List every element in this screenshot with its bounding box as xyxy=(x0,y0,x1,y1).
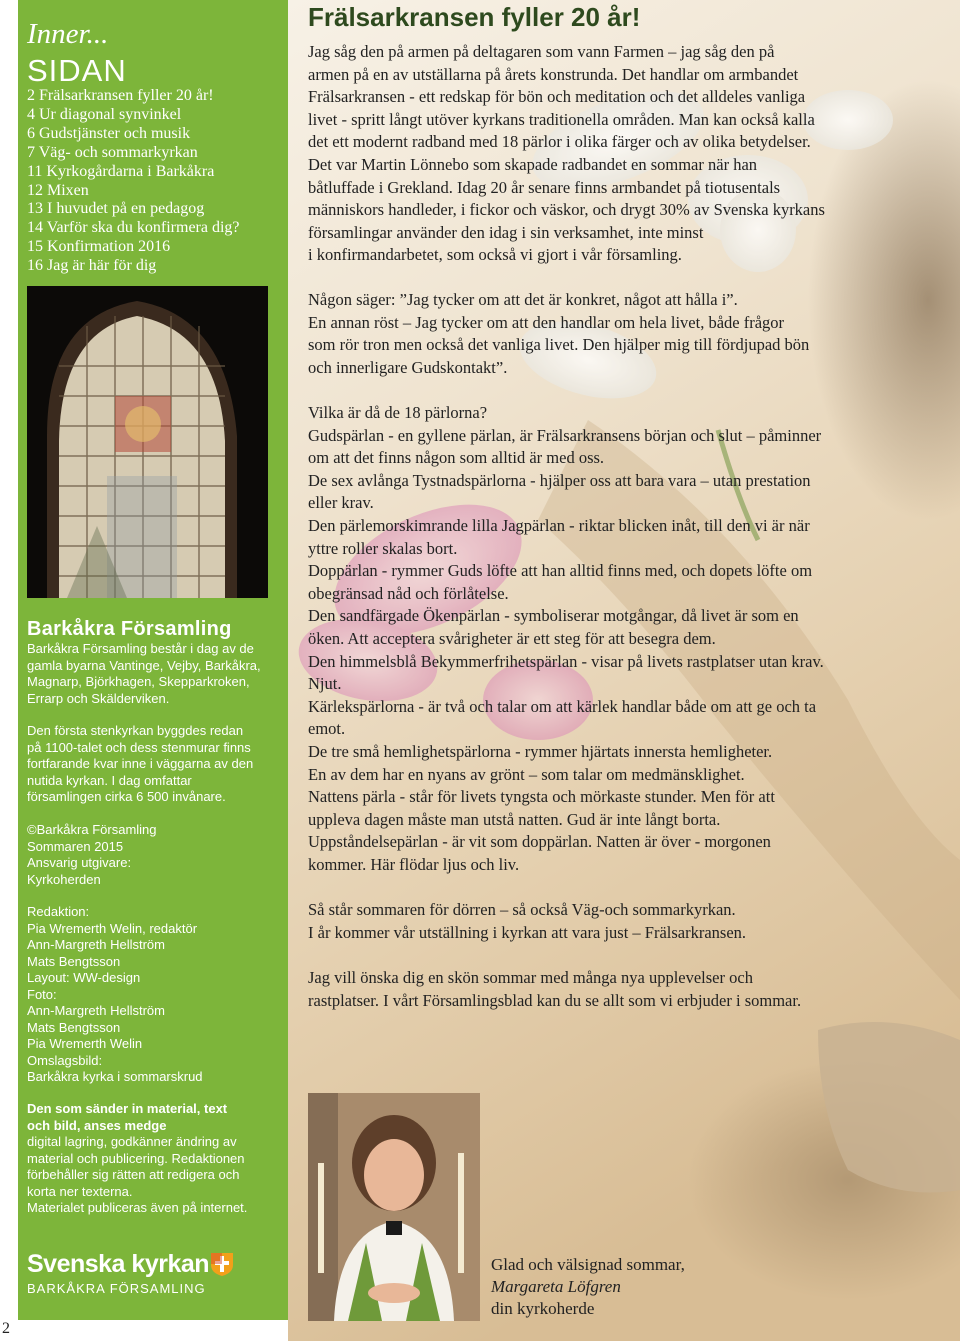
text-line: Layout: WW-design xyxy=(27,970,141,985)
signoff-name: Margareta Löfgren xyxy=(491,1277,621,1296)
pastor-portrait xyxy=(308,1093,480,1321)
text-line: Jag vill önska dig en skön sommar med många nya upplevelser och xyxy=(308,968,753,987)
signoff xyxy=(491,1254,685,1320)
text-line: fortfarande kvar inne i väggarna av den xyxy=(27,756,254,771)
text-line: En av dem har en nyans av grönt – som talar om medmänsklighet. xyxy=(308,764,745,784)
text-line: Mats Bengtsson xyxy=(27,1019,121,1035)
text-line: rastplatser. I vårt Församlingsblad kan du se allt som vi erbjuder i sommar. xyxy=(308,990,802,1010)
text-line: Kärlekspärlorna - är två och talar om att kärlek handlar både om att ge och ta xyxy=(308,696,817,716)
signoff-greeting: Glad och välsignad sommar, xyxy=(491,1255,685,1274)
text-line: Den som sänder in material, text xyxy=(27,1101,228,1116)
text-line: och innerligare Gudskontakt”. xyxy=(308,357,508,377)
text-line: i konfirmandarbetet, som också vi gjort i vår församling. xyxy=(308,245,682,265)
toc-item[interactable]: 7 Väg- och sommarkyrkan xyxy=(27,143,198,161)
copyright-info xyxy=(27,822,279,888)
toc-item[interactable]: 2 Frälsarkransen fyller 20 år! xyxy=(27,87,214,104)
text-line: förbehåller sig rätten att redigera och xyxy=(27,1167,240,1182)
credits xyxy=(27,904,279,1086)
toc-item[interactable]: 6 Gudstjänster och musik xyxy=(27,124,191,142)
church-history xyxy=(27,723,279,806)
text-line: Ann-Margreth Hellström xyxy=(27,937,165,952)
text-line: I år kommer vår utställning i kyrkan att vara just – Frälsarkransen. xyxy=(308,922,747,942)
text-line: Så står sommaren för dörren – så också Väg-och sommarkyrkan. xyxy=(308,900,736,919)
text-line: De tre små hemlighetspärlorna - rymmer hjärtats innersta hemligheter. xyxy=(308,741,773,761)
text-line: material och publicering. Redaktionen xyxy=(27,1150,245,1166)
text-line: Pia Wremerth Welin xyxy=(27,1036,143,1051)
text-line: Det var Martin Lönnebo som skapade radbandet en sommar när han xyxy=(308,154,758,174)
text-line: om att det finns någon som alltid är med oss. xyxy=(308,448,605,468)
church-window-photo xyxy=(27,286,268,598)
text-line: ©Barkåkra Församling xyxy=(27,822,157,837)
text-line: yttre roller skalas bort. xyxy=(308,538,458,558)
text-line: det ett modernt radband med 18 pärlor i olika färger och av olika betydelser. xyxy=(308,132,811,152)
text-line: eller krav. xyxy=(308,493,374,513)
text-line: gamla byarna Vantinge, Vejby, Barkåkra, xyxy=(27,657,261,673)
text-line: Ann-Margreth Hellström xyxy=(27,1003,165,1018)
text-line: Njut. xyxy=(308,674,342,694)
sidan-title: SIDAN xyxy=(27,53,127,88)
text-line: korta ner texterna. xyxy=(27,1183,133,1199)
page-number: 2 xyxy=(2,1320,10,1337)
text-line: emot. xyxy=(308,719,346,739)
text-line: uppleva dagen måste man utstå natten. Gud är inte långt borta. xyxy=(308,809,721,829)
crest-icon xyxy=(209,1251,235,1277)
parish-description xyxy=(27,641,279,707)
text-line: Pia Wremerth Welin, redaktör xyxy=(27,920,198,936)
text-line: livet - spritt långt utöver kyrkans traditionella områden. Man kan också kalla xyxy=(308,109,815,129)
toc-item[interactable]: 4 Ur diagonal synvinkel xyxy=(27,105,182,123)
text-line: armen på en av utställarna på årets konstrunda. Det handlar om armbandet xyxy=(308,64,799,84)
text-line: nutida kyrkan. I dag omfattar xyxy=(27,772,192,788)
text-line: på 1100-talet och dess stenmurar finns xyxy=(27,739,251,755)
toc-item[interactable]: 12 Mixen xyxy=(27,181,89,199)
text-line: Frälsarkransen - ett redskap för bön och meditation och det alldeles vanliga xyxy=(308,87,806,107)
text-line: digital lagring, godkänner ändring av xyxy=(27,1134,237,1149)
article-paragraph xyxy=(308,289,908,379)
text-line: Barkåkra Församling består i dag av de xyxy=(27,641,254,656)
sidebar xyxy=(18,0,288,1320)
text-line: Materialet publiceras även på internet. xyxy=(27,1200,248,1215)
text-line: Den första stenkyrkan byggdes redan xyxy=(27,723,244,738)
text-line: båtluffade i Grekland. Idag 20 år senare finns armbandet på tiotusentals xyxy=(308,177,781,197)
toc-item[interactable]: 11 Kyrkogårdarna i Barkåkra xyxy=(27,162,215,180)
text-line: människors handleder, i fickor och väskor, och drygt 30% av Svenska kyrkans xyxy=(308,200,825,220)
svenska-kyrkan-logo xyxy=(27,1250,257,1300)
text-line: De sex avlånga Tystnadspärlorna - hjälper oss att bara vara – utan prestation xyxy=(308,470,811,490)
text-line: Errarp och Skälderviken. xyxy=(27,690,170,706)
parish-title: Barkåkra Församling xyxy=(27,618,232,640)
text-line: Magnarp, Björkhagen, Skepparkroken, xyxy=(27,674,250,689)
logo-name: Svenska kyrkan xyxy=(27,1250,210,1278)
article-title: Frälsarkransen fyller 20 år! xyxy=(308,2,641,32)
text-line: Omslagsbild: xyxy=(27,1052,103,1068)
text-line: Sommaren 2015 xyxy=(27,838,124,854)
toc-item[interactable]: 15 Konfirmation 2016 xyxy=(27,238,171,256)
text-line: Den himmelsblå Bekymmerfrihetspärlan - visar på livets rastplatser utan krav. xyxy=(308,651,824,671)
text-line: Jag såg den på armen på deltagaren som vann Farmen – jag såg den på xyxy=(308,42,775,61)
text-line: Kyrkoherden xyxy=(27,871,101,887)
article-paragraph xyxy=(308,41,908,267)
text-line: som rör tron men också det vanliga livet. Den hjälper mig till fördjupad bön xyxy=(308,335,810,355)
text-line: Vilka är då de 18 pärlorna? xyxy=(308,403,488,422)
text-line: Gudspärlan - en gyllene pärlan, är Frälsarkransens början och slut – påminner xyxy=(308,425,822,445)
article-paragraph xyxy=(308,402,908,876)
text-line: Den sandfärgade Ökenpärlan - symboliserar motgångar, då livet är som en xyxy=(308,606,799,626)
text-line: församlingar använder den idag i sin verksamhet, inte minst xyxy=(308,222,704,242)
text-line: Någon säger: ”Jag tycker om att det är konkret, något att hålla i”. xyxy=(308,290,738,309)
text-line: Nattens pärla - står för livets tyngsta och mörkaste stunder. Men för att xyxy=(308,787,775,807)
logo-subtitle: BARKÅKRA FÖRSAMLING xyxy=(27,1281,206,1296)
toc-item[interactable]: 13 I huvudet på en pedagog xyxy=(27,200,205,218)
text-line: Uppståndelsepärlan - är vit som doppärlan. Natten är över - morgonen xyxy=(308,832,771,852)
text-line: kommer. Här flödar ljus och liv. xyxy=(308,854,520,874)
text-line: Mats Bengtsson xyxy=(27,953,121,969)
text-line: Doppärlan - rymmer Guds löfte att han alltid finns med, och dopets löfte om xyxy=(308,561,813,581)
text-line: obegränsad nåd och förlåtelse. xyxy=(308,583,509,603)
text-line: öken. Att acceptera svårigheter är ett steg för att besegra dem. xyxy=(308,628,716,648)
text-line: Den pärlemorskimrande lilla Jagpärlan - riktar blicken inåt, till den vi är när xyxy=(308,515,810,535)
submission-notice xyxy=(27,1101,279,1217)
signoff-role: din kyrkoherde xyxy=(491,1299,595,1318)
article-paragraph xyxy=(308,899,908,944)
text-line: Barkåkra kyrka i sommarskrud xyxy=(27,1069,203,1084)
inner-title: Inner... xyxy=(27,18,109,50)
text-line: Ansvarig utgivare: xyxy=(27,855,132,870)
text-line: Redaktion: xyxy=(27,904,90,919)
text-line: församlingen cirka 6 500 invånare. xyxy=(27,789,226,804)
text-line: och bild, anses medge xyxy=(27,1117,167,1133)
table-of-contents xyxy=(27,87,240,276)
toc-item[interactable]: 16 Jag är här för dig xyxy=(27,257,157,275)
text-line: Foto: xyxy=(27,986,57,1002)
text-line: En annan röst – Jag tycker om att den handlar om hela livet, både frågor xyxy=(308,312,785,332)
toc-item[interactable]: 14 Varför ska du konfirmera dig? xyxy=(27,219,240,237)
article-paragraph xyxy=(308,967,908,1012)
